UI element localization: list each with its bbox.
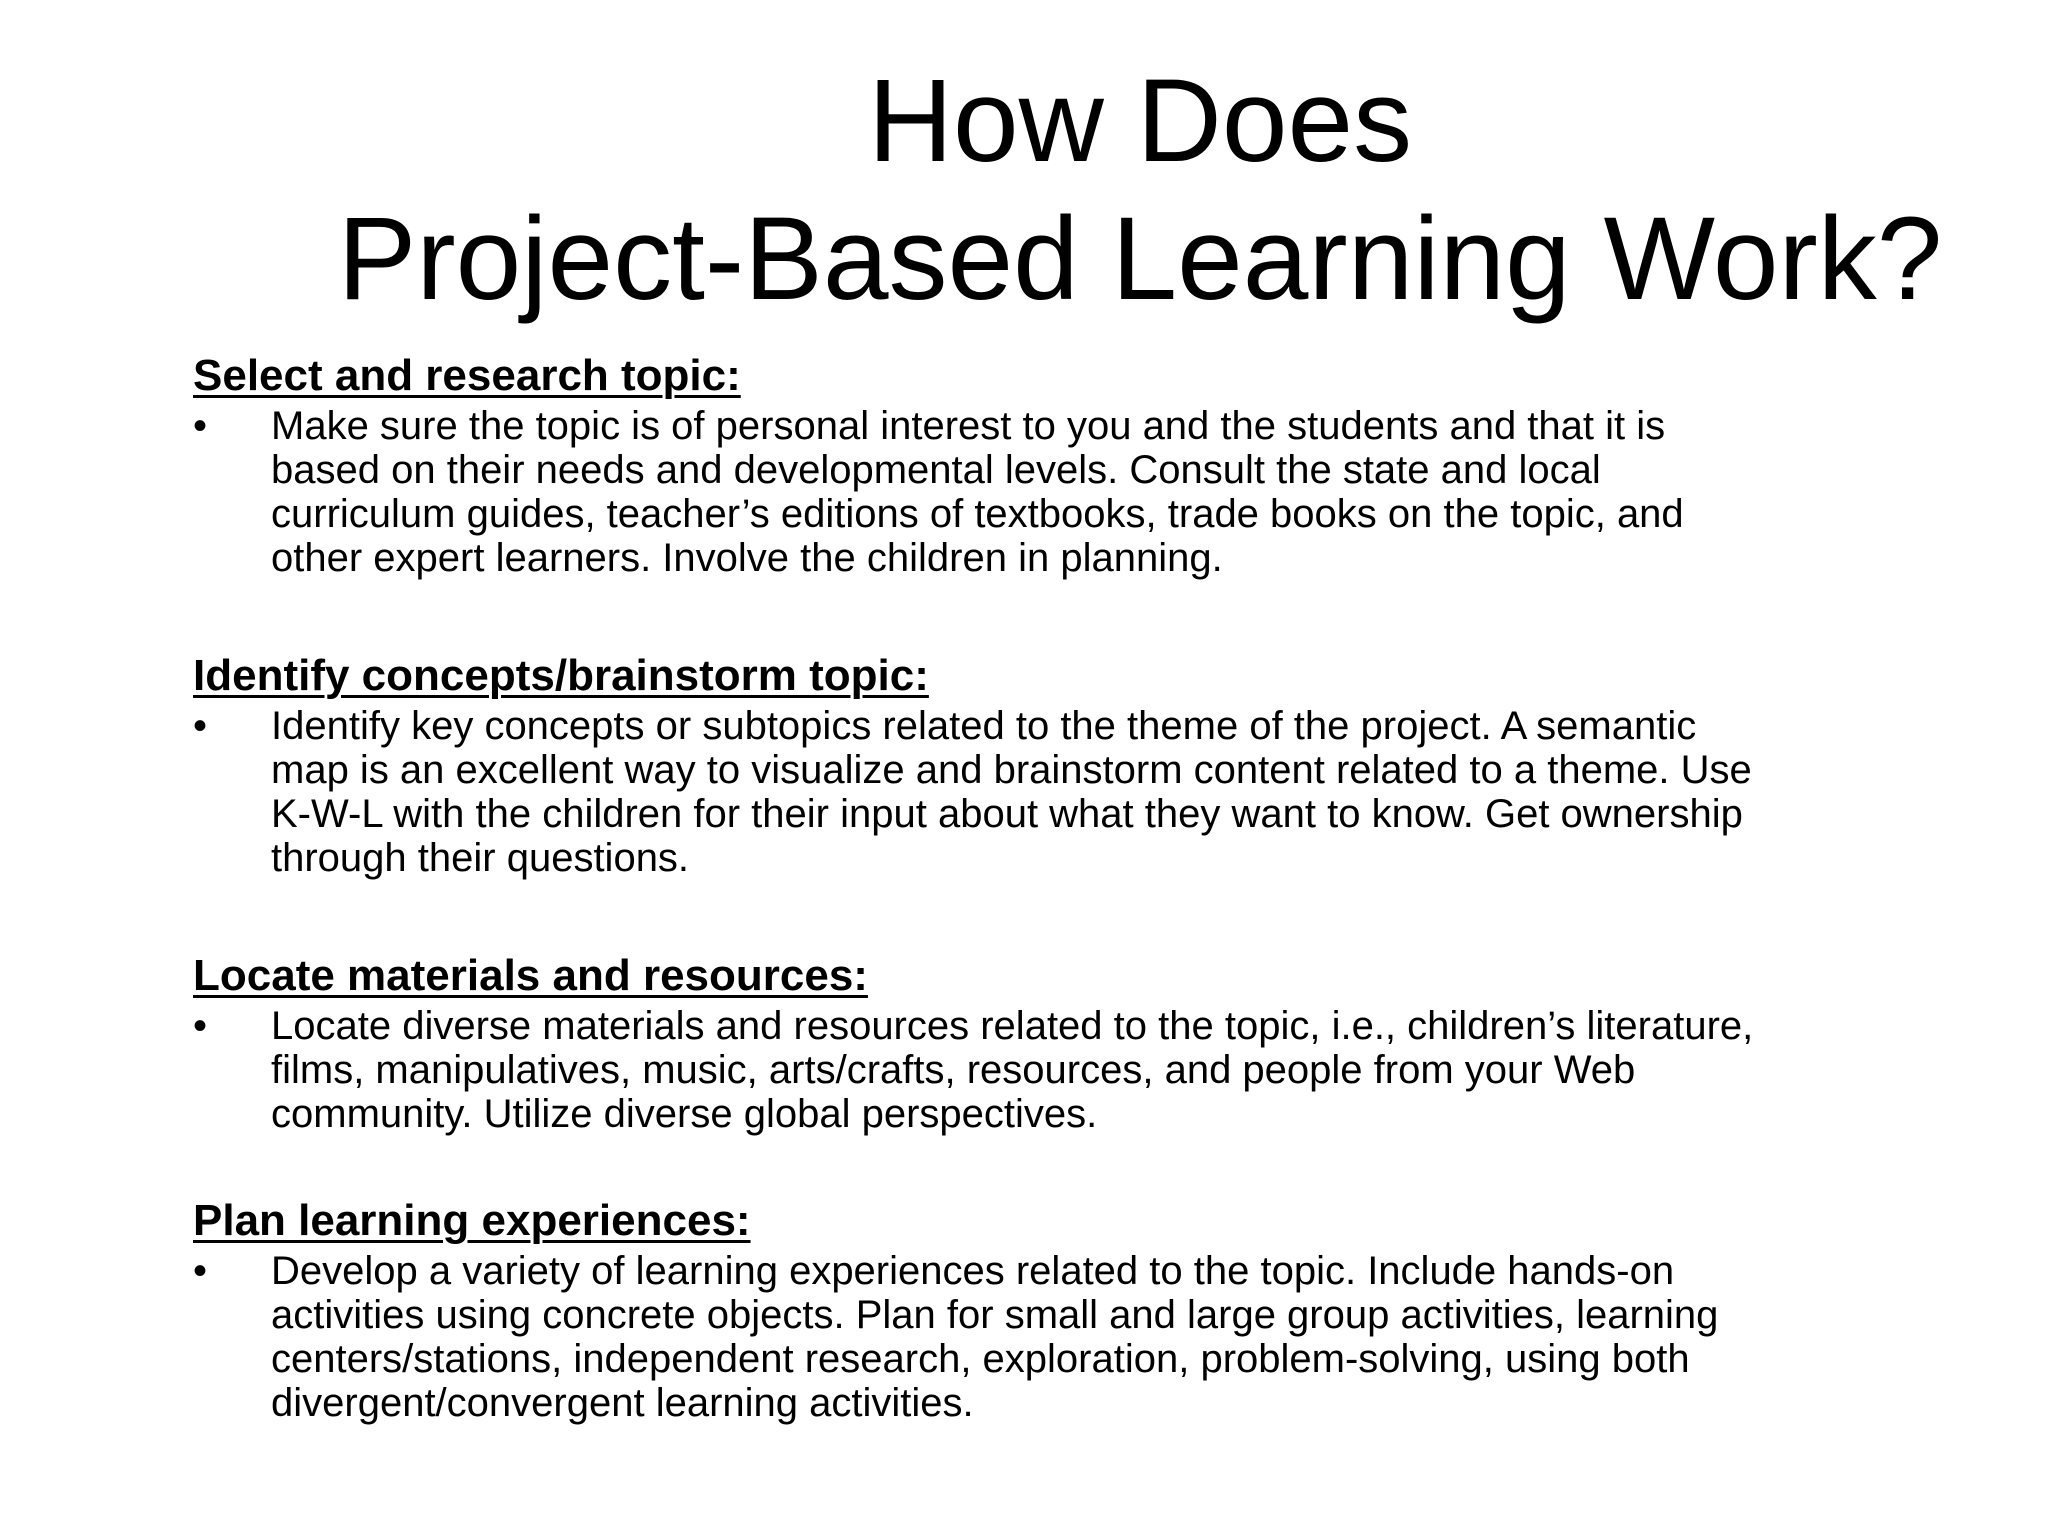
bullet-text: [271, 704, 1983, 880]
text-line: centers/stations, independent research, exploration, problem-solving, using both: [271, 1337, 1690, 1381]
bullet-text: [271, 1249, 1983, 1425]
text-line: films, manipulatives, music, arts/crafts, resources, and people from your Web: [271, 1048, 1636, 1092]
text-line: Make sure the topic is of personal interest to you and the students and that it is: [271, 404, 1666, 448]
bullet-icon: •: [193, 1004, 208, 1048]
section-heading: Select and research topic:: [193, 351, 741, 400]
section-heading: Locate materials and resources:: [193, 951, 868, 1000]
bullet-icon: •: [193, 404, 208, 448]
section-heading: Identify concepts/brainstorm topic:: [193, 651, 929, 700]
section-plan-learning-experiences: [193, 1195, 1983, 1425]
text-line: through their questions.: [271, 836, 690, 880]
section-identify-concepts: [193, 650, 1983, 880]
bullet-item: [193, 704, 1983, 880]
text-line: based on their needs and developmental levels. Consult the state and local: [271, 448, 1601, 492]
bullet-item: [193, 404, 1983, 580]
text-line: map is an excellent way to visualize and brainstorm content related to a theme. Use: [271, 748, 1752, 792]
text-line: divergent/convergent learning activities.: [271, 1381, 974, 1425]
section-locate-materials: [193, 950, 1983, 1136]
slide-title-line-2: Project-Based Learning Work?: [337, 193, 1943, 325]
text-line: K-W-L with the children for their input about what they want to know. Get ownership: [271, 792, 1743, 836]
text-line: Identify key concepts or subtopics related to the theme of the project. A semantic: [271, 704, 1697, 748]
text-line: curriculum guides, teacher’s editions of textbooks, trade books on the topic, and: [271, 492, 1684, 536]
bullet-icon: •: [193, 1249, 208, 1293]
text-line: Develop a variety of learning experiences related to the topic. Include hands-on: [271, 1249, 1675, 1293]
section-heading: Plan learning experiences:: [193, 1196, 751, 1245]
slide-title-line-1: How Does: [867, 55, 1413, 187]
bullet-text: [271, 404, 1983, 580]
bullet-item: [193, 1004, 1983, 1136]
bullet-item: [193, 1249, 1983, 1425]
text-line: activities using concrete objects. Plan for small and large group activities, learning: [271, 1293, 1719, 1337]
text-line: community. Utilize diverse global perspectives.: [271, 1092, 1098, 1136]
text-line: other expert learners. Involve the children in planning.: [271, 536, 1223, 580]
text-line: Locate diverse materials and resources related to the topic, i.e., children’s literature,: [271, 1004, 1754, 1048]
bullet-text: [271, 1004, 1983, 1136]
section-select-research-topic: [193, 350, 1983, 580]
slide-title: [330, 52, 1950, 328]
bullet-icon: •: [193, 704, 208, 748]
